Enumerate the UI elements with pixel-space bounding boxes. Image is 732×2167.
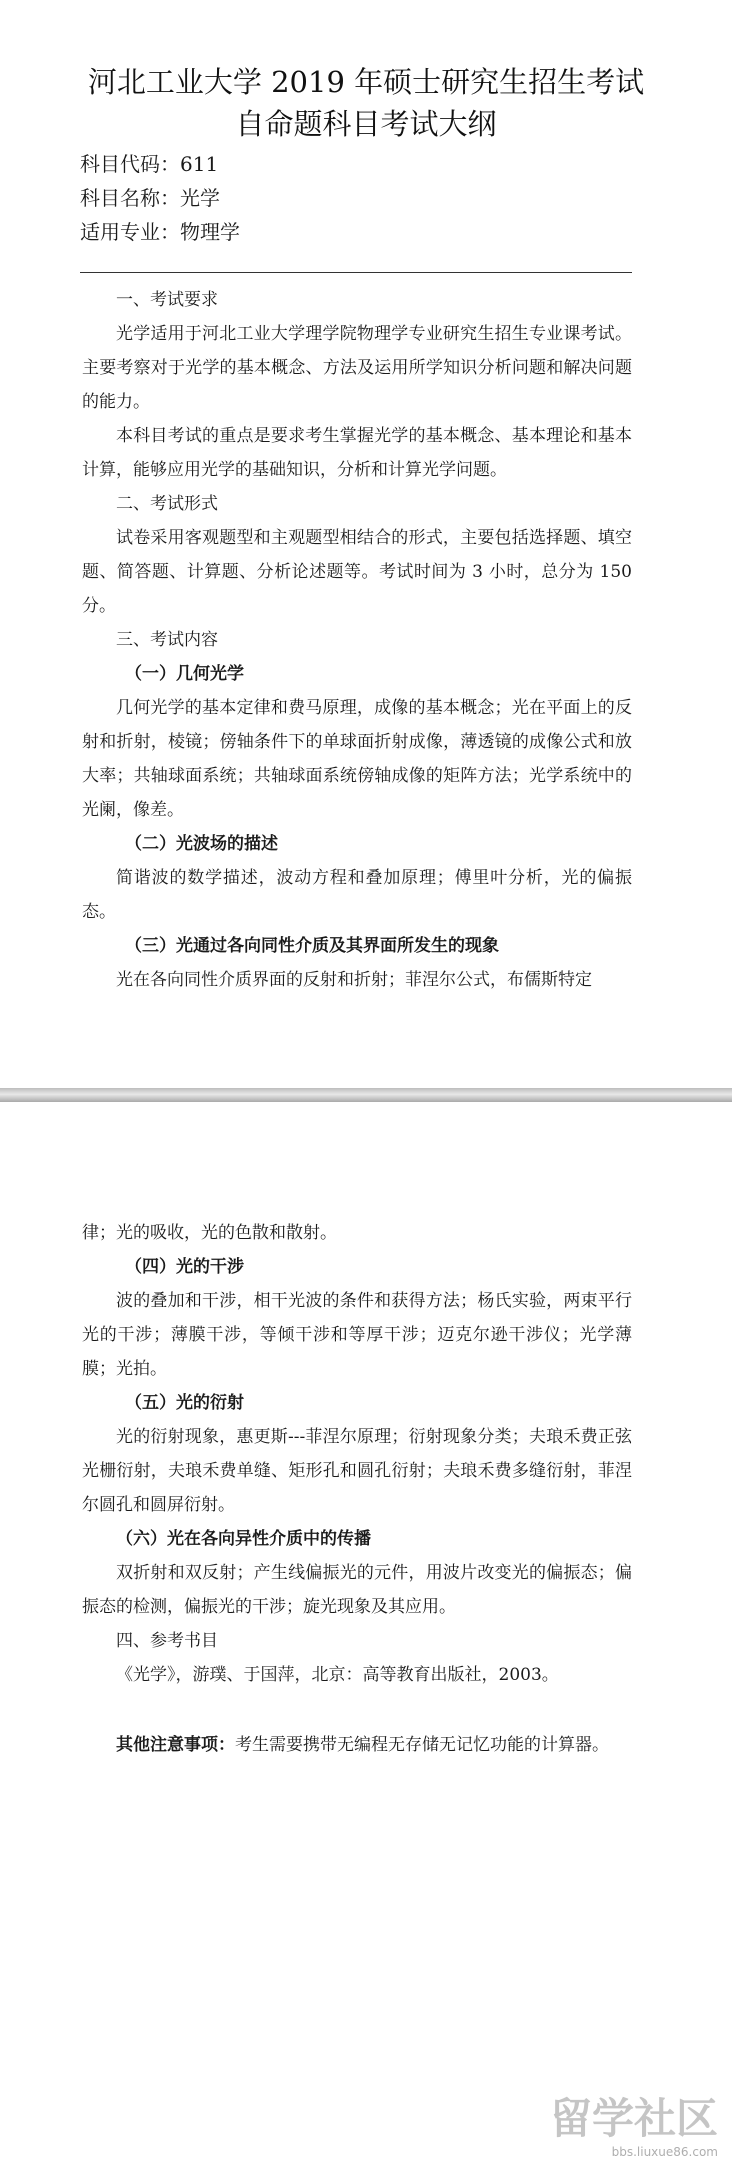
section-heading-format: 二、考试形式 [116,494,218,514]
notes-label: 其他注意事项： [116,1735,235,1755]
subject-name: 科目名称：光学 [80,186,220,210]
references-paragraph: 《光学》，游璞、于国萍，北京：高等教育出版社，2003。 [116,1665,559,1685]
subsection-heading-isotropic-media: （三）光通过各向同性介质及其界面所发生的现象 [125,936,499,956]
page-title-line-1: 河北工业大学 2019 年硕士研究生招生考试 [87,65,645,99]
interference-paragraph: 波的叠加和干涉，相干光波的条件和获得方法；杨氏实验，两束平行光的干涉；薄膜干涉，等倾干涉和等厚干涉；迈克尔逊干涉仪；光学薄膜；光拍。 [82,1291,632,1379]
page-title-line-2: 自命题科目考试大纲 [235,107,497,141]
section-heading-references: 四、参考书目 [116,1631,218,1651]
section-heading-requirements: 一、考试要求 [116,290,218,310]
format-paragraph: 试卷采用客观题型和主观题型相结合的形式，主要包括选择题、填空题、简答题、计算题、分析论述题等。考试时间为 3 小时，总分为 150 分。 [82,528,632,616]
requirements-paragraph-2: 本科目考试的重点是要求考生掌握光学的基本概念、基本理论和基本计算，能够应用光学的基础知识，分析和计算光学问题。 [82,426,632,480]
anisotropic-media-paragraph: 双折射和双反射；产生线偏振光的元件，用波片改变光的偏振态；偏振态的检测，偏振光的干涉；旋光现象及其应用。 [82,1563,632,1617]
geometric-optics-paragraph: 几何光学的基本定律和费马原理，成像的基本概念；光在平面上的反射和折射，棱镜；傍轴条件下的单球面折射成像，薄透镜的成像公式和放大率；共轴球面系统；共轴球面系统傍轴成像的矩阵方法；光学系统中的光阑，像差。 [82,698,632,820]
watermark-url: bbs.liuxue86.com [611,2145,718,2159]
page-separator [0,1088,732,1102]
subsection-heading-anisotropic-media: （六）光在各向异性介质中的传播 [116,1529,371,1549]
header-divider [80,272,632,273]
applicable-major: 适用专业：物理学 [80,220,240,244]
subsection-heading-light-wave-field: （二）光波场的描述 [125,834,278,854]
watermark-main-text: 留学社区 [549,2094,718,2143]
section-heading-content: 三、考试内容 [116,630,218,650]
light-wave-field-paragraph: 简谐波的数学描述，波动方程和叠加原理；傅里叶分析，光的偏振态。 [82,868,632,922]
subsection-heading-geometric-optics: （一）几何光学 [125,664,244,684]
diffraction-paragraph: 光的衍射现象，惠更斯---菲涅尔原理；衍射现象分类；夫琅禾费正弦光栅衍射，夫琅禾费单缝、矩形孔和圆孔衍射；夫琅禾费多缝衍射，菲涅尔圆孔和圆屏衍射。 [82,1427,632,1515]
isotropic-media-paragraph-end: 律；光的吸收，光的色散和散射。 [82,1223,337,1243]
notes-paragraph [82,1728,632,1762]
notes-text: 考生需要携带无编程无存储无记忆功能的计算器。 [235,1735,609,1755]
subject-code: 科目代码：611 [80,152,219,176]
isotropic-media-paragraph-start: 光在各向同性介质界面的反射和折射；菲涅尔公式，布儒斯特定 [116,970,592,990]
subsection-heading-diffraction: （五）光的衍射 [125,1393,244,1413]
requirements-paragraph-1: 光学适用于河北工业大学理学院物理学专业研究生招生专业课考试。主要考察对于光学的基本概念、方法及运用所学知识分析问题和解决问题的能力。 [82,324,632,412]
watermark-logo [528,2095,718,2159]
subsection-heading-interference: （四）光的干涉 [125,1257,244,1277]
document-page-2 [0,1102,732,2167]
